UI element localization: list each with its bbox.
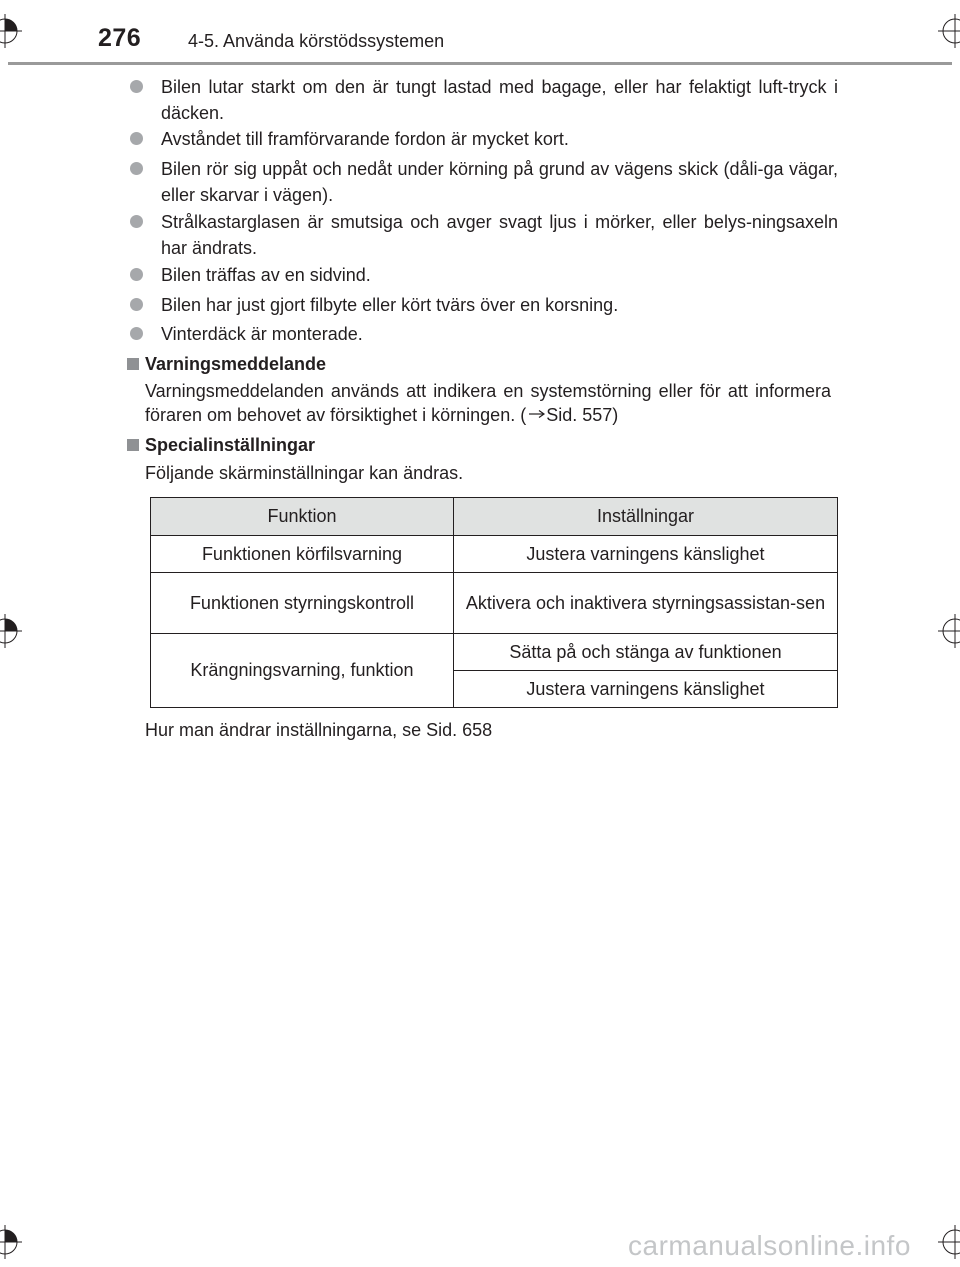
crop-mark-bottom-right [926, 1225, 960, 1259]
bullet-text: Strålkastarglasen är smutsiga och avger svagt ljus i mörker, eller belys-ningsaxeln har ändrats. [161, 212, 838, 258]
crop-mark-mid-right [926, 614, 960, 648]
page-header [0, 0, 960, 70]
header-divider [8, 62, 952, 65]
table-cell: Justera varningens känslighet [454, 536, 838, 573]
arrow-right-icon [528, 409, 546, 419]
heading-square-icon [127, 439, 139, 451]
bullet-text: Avståndet till framförvarande fordon är mycket kort. [161, 129, 569, 149]
special-intro: Följande skärminställningar kan ändras. [145, 463, 464, 483]
watermark: carmanualsonline.info [628, 1230, 911, 1261]
table-row [151, 573, 838, 634]
heading-square-icon [127, 358, 139, 370]
page-number: 276 [98, 24, 142, 52]
page-reference-link[interactable]: Sid. 557) [546, 405, 619, 425]
section-title: 4-5. Använda körstödssystemen [188, 31, 445, 51]
table-cell: Sätta på och stänga av funktionen [454, 634, 838, 671]
table-cell: Justera varningens känslighet [454, 671, 838, 708]
bullet-text: Vinterdäck är monterade. [161, 324, 363, 344]
footer-note: Hur man ändrar inställningarna, se Sid. 658 [145, 720, 493, 740]
bullet-icon [130, 327, 143, 340]
warning-text: Varningsmeddelanden används att indikera en systemstörning eller för att informera föraren om behovet av försiktighet i körningen. ( [145, 381, 831, 425]
column-header-function: Funktion [151, 498, 454, 536]
special-heading-text: Specialinställningar [145, 435, 316, 455]
warning-heading-text: Varningsmeddelande [145, 354, 327, 374]
bullet-icon [130, 298, 143, 311]
bullet-icon [130, 215, 143, 228]
table-cell: Funktionen styrningskontroll [151, 573, 454, 634]
bullet-icon [130, 162, 143, 175]
crop-mark-bottom-left [0, 1225, 34, 1259]
bullet-icon [130, 268, 143, 281]
table-cell: Krängningsvarning, funktion [151, 634, 454, 708]
bullet-text: Bilen rör sig uppåt och nedåt under körning på grund av vägens skick (dåli-ga vägar, eller skarvar i vägen). [161, 159, 838, 205]
table-cell: Funktionen körfilsvarning [151, 536, 454, 573]
table-header-row [151, 498, 838, 536]
bullet-text: Bilen träffas av en sidvind. [161, 265, 371, 285]
bullet-text: Bilen har just gjort filbyte eller kört tvärs över en korsning. [161, 295, 619, 315]
bullet-icon [130, 132, 143, 145]
column-header-settings: Inställningar [454, 498, 838, 536]
bullet-text: Bilen lutar starkt om den är tungt lastad med bagage, eller har felaktigt luft-tryck i däcken. [161, 77, 838, 123]
table-row [151, 634, 838, 671]
table-cell: Aktivera och inaktivera styrningsassistan-sen [454, 573, 838, 634]
list-item [130, 74, 838, 126]
settings-table [150, 497, 838, 708]
table-row [151, 536, 838, 573]
warning-paragraph [145, 379, 831, 427]
crop-mark-mid-left [0, 614, 34, 648]
bullet-icon [130, 80, 143, 93]
